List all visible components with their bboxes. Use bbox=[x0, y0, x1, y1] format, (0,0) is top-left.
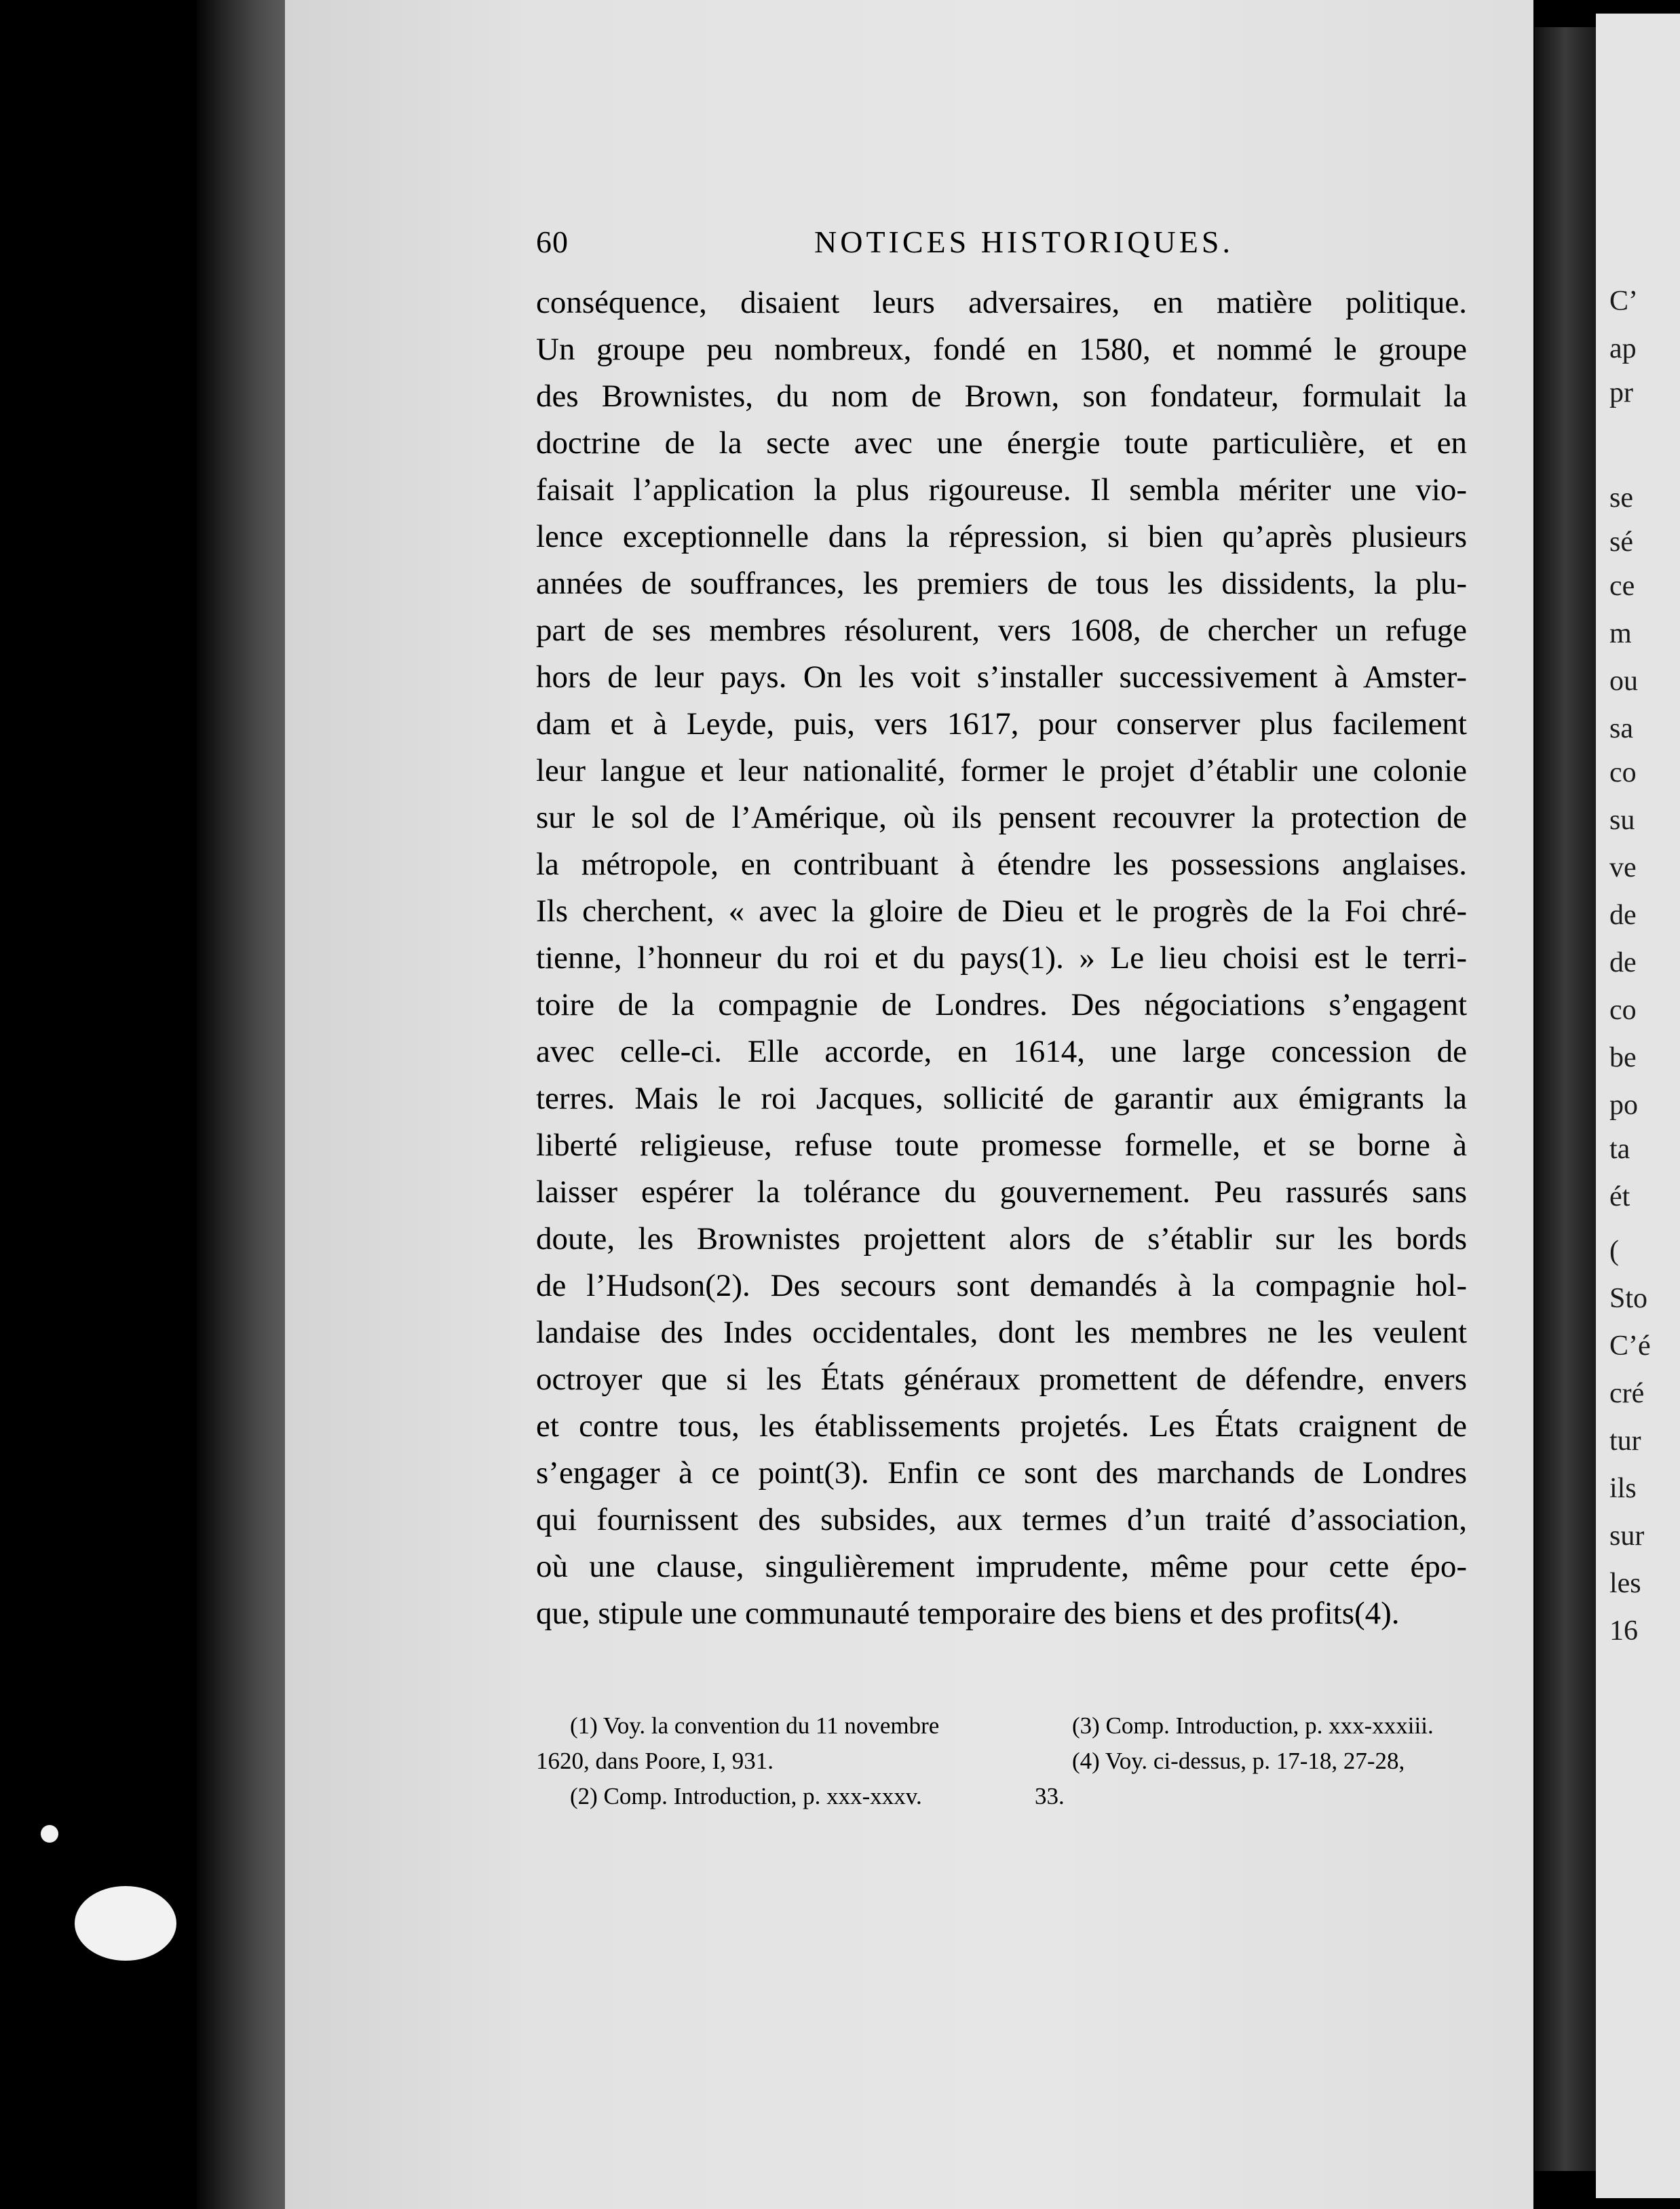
text-line: sur le sol de l’Amérique, où ils pensent recouvrer la protection de bbox=[536, 800, 1467, 835]
adjacent-text-fragment: de bbox=[1609, 947, 1637, 978]
adjacent-text-fragment: les bbox=[1609, 1568, 1641, 1599]
page-number: 60 bbox=[536, 225, 569, 259]
body-text bbox=[536, 280, 1467, 1637]
text-line: tienne, l’honneur du roi et du pays(1). » Le lieu choisi est le terri- bbox=[536, 940, 1467, 976]
adjacent-text-fragment: tur bbox=[1609, 1425, 1641, 1457]
adjacent-text-fragment: Sto bbox=[1609, 1283, 1648, 1314]
footnote-3: (3) Comp. Introduction, p. xxx-xxxiii. bbox=[1072, 1712, 1434, 1739]
adjacent-text-fragment: ou bbox=[1609, 666, 1638, 697]
text-line: années de souffrances, les premiers de tous les dissidents, la plu- bbox=[536, 566, 1467, 601]
page-header bbox=[536, 224, 1466, 265]
adjacent-text-fragment: sur bbox=[1609, 1520, 1645, 1552]
adjacent-page bbox=[1596, 14, 1680, 2198]
text-line: hors de leur pays. On les voit s’installer successivement à Amster- bbox=[536, 659, 1467, 695]
adjacent-text-fragment: be bbox=[1609, 1042, 1637, 1073]
text-line: lence exceptionnelle dans la répression, si bien qu’après plusieurs bbox=[536, 519, 1467, 554]
text-line: laisser espérer la tolérance du gouvernement. Peu rassurés sans bbox=[536, 1174, 1467, 1210]
adjacent-text-fragment: pr bbox=[1609, 377, 1633, 408]
text-line: toire de la compagnie de Londres. Des négociations s’engagent bbox=[536, 987, 1467, 1022]
adjacent-text-fragment: ils bbox=[1609, 1473, 1637, 1504]
footnote-1: (1) Voy. la convention du 11 novembre bbox=[570, 1712, 940, 1739]
footnote-2: (2) Comp. Introduction, p. xxx-xxxv. bbox=[570, 1783, 922, 1809]
text-line: conséquence, disaient leurs adversaires, en matière politique. bbox=[536, 285, 1467, 320]
adjacent-text-fragment: se bbox=[1609, 482, 1633, 514]
adjacent-text-fragment: po bbox=[1609, 1090, 1638, 1121]
adjacent-text-fragment: ta bbox=[1609, 1134, 1630, 1165]
text-line: s’engager à ce point(3). Enfin ce sont des marchands de Londres bbox=[536, 1455, 1467, 1491]
adjacent-text-fragment: 16 bbox=[1609, 1615, 1638, 1647]
adjacent-text-fragment: sé bbox=[1609, 526, 1633, 558]
scan-artifact-blot bbox=[75, 1886, 176, 1961]
adjacent-text-fragment: ( bbox=[1609, 1235, 1619, 1267]
text-line: terres. Mais le roi Jacques, sollicité de garantir aux émigrants la bbox=[536, 1081, 1467, 1116]
text-line: qui fournissent des subsides, aux termes d’un traité d’association, bbox=[536, 1502, 1467, 1537]
adjacent-text-fragment: cré bbox=[1609, 1378, 1645, 1409]
adjacent-text-fragment: de bbox=[1609, 900, 1637, 931]
text-line: leur langue et leur nationalité, former le projet d’établir une colonie bbox=[536, 753, 1467, 788]
adjacent-text-fragment: co bbox=[1609, 757, 1637, 788]
adjacent-text-fragment: ét bbox=[1609, 1181, 1630, 1212]
text-line: doute, les Brownistes projettent alors de s’établir sur les bords bbox=[536, 1221, 1467, 1256]
text-line: Ils cherchent, « avec la gloire de Dieu et le progrès de la Foi chré- bbox=[536, 894, 1467, 929]
text-line: de l’Hudson(2). Des secours sont demandés à la compagnie hol- bbox=[536, 1268, 1467, 1303]
adjacent-text-fragment: ce bbox=[1609, 571, 1635, 602]
page-edge-shadow bbox=[1535, 27, 1596, 2171]
adjacent-text-fragment: ve bbox=[1609, 852, 1637, 883]
text-line: liberté religieuse, refuse toute promesse formelle, et se borne à bbox=[536, 1128, 1467, 1163]
adjacent-text-fragment: ap bbox=[1609, 333, 1637, 364]
adjacent-text-fragment: C’ bbox=[1609, 286, 1638, 317]
adjacent-text-fragment: m bbox=[1609, 618, 1632, 649]
adjacent-text-fragment: co bbox=[1609, 995, 1637, 1026]
running-title: NOTICES HISTORIQUES. bbox=[814, 225, 1234, 259]
text-line: Un groupe peu nombreux, fondé en 1580, et nommé le groupe bbox=[536, 332, 1467, 367]
text-line: la métropole, en contribuant à étendre les possessions anglaises. bbox=[536, 847, 1467, 882]
text-line: avec celle-ci. Elle accorde, en 1614, une large concession de bbox=[536, 1034, 1467, 1069]
text-line: landaise des Indes occidentales, dont les membres ne les veulent bbox=[536, 1315, 1467, 1350]
adjacent-text-fragment: C’é bbox=[1609, 1330, 1651, 1362]
footnote-1-continued: 1620, dans Poore, I, 931. bbox=[536, 1748, 774, 1774]
text-line: octroyer que si les États généraux promettent de défendre, envers bbox=[536, 1362, 1467, 1397]
text-line: où une clause, singulièrement imprudente, même pour cette épo- bbox=[536, 1549, 1467, 1584]
adjacent-text-fragment: su bbox=[1609, 805, 1635, 836]
footnote-4-continued: 33. bbox=[1035, 1783, 1065, 1809]
text-line: dam et à Leyde, puis, vers 1617, pour conserver plus facilement bbox=[536, 706, 1467, 742]
text-line: doctrine de la secte avec une énergie toute particulière, et en bbox=[536, 425, 1467, 461]
text-line: et contre tous, les établissements projetés. Les États craignent de bbox=[536, 1408, 1467, 1444]
footnote-4: (4) Voy. ci-dessus, p. 17-18, 27-28, bbox=[1072, 1748, 1405, 1774]
text-line: faisait l’application la plus rigoureuse. Il sembla mériter une vio- bbox=[536, 472, 1467, 507]
binding-gutter bbox=[197, 0, 285, 2209]
text-line: part de ses membres résolurent, vers 1608, de chercher un refuge bbox=[536, 613, 1467, 648]
scan-artifact-speck bbox=[41, 1825, 58, 1843]
adjacent-text-fragment: sa bbox=[1609, 713, 1633, 744]
text-line: que, stipule une communauté temporaire des biens et des profits(4). bbox=[536, 1596, 1400, 1631]
text-line: des Brownistes, du nom de Brown, son fondateur, formulait la bbox=[536, 379, 1467, 414]
